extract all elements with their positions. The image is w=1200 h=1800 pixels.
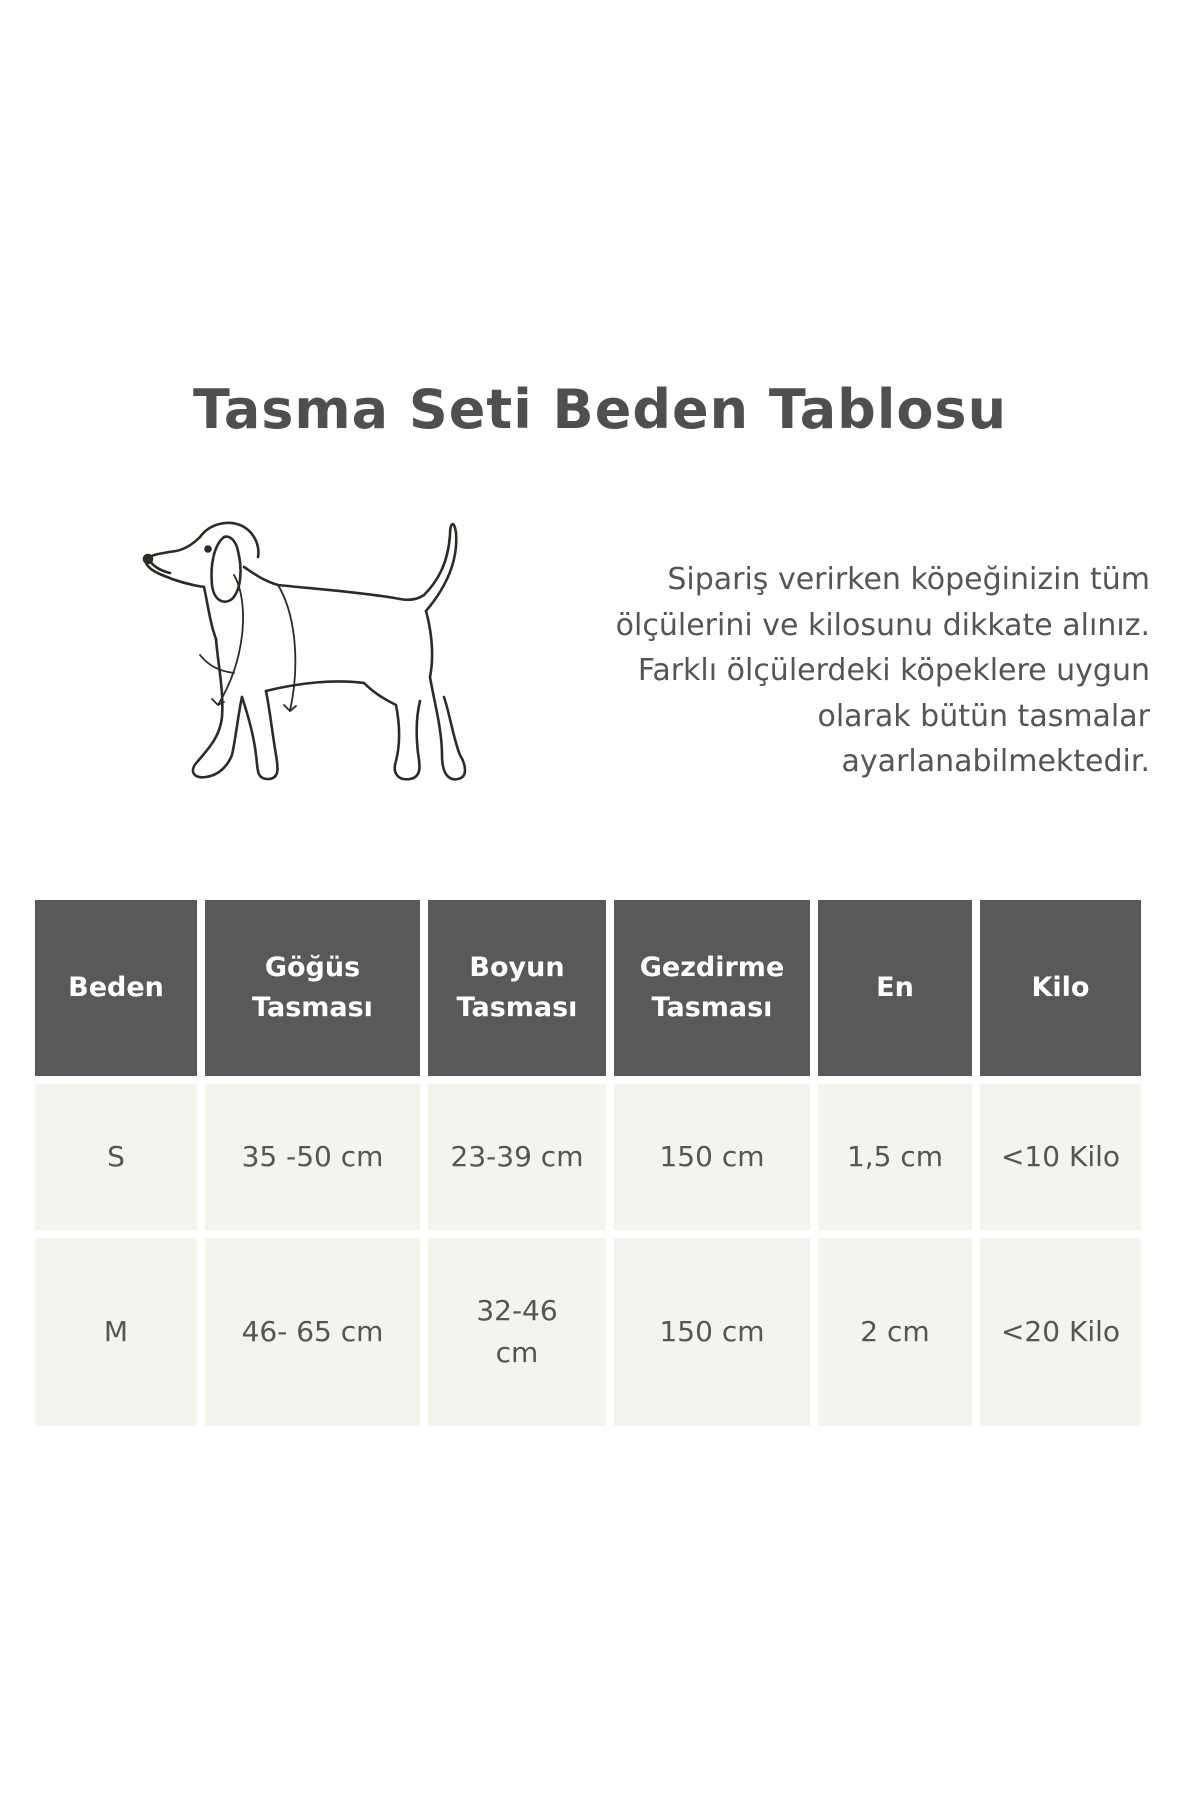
cell-en: 1,5 cm: [818, 1084, 972, 1230]
cell-beden: M: [35, 1238, 197, 1426]
note-line: ayarlanabilmektedir.: [841, 744, 1150, 779]
cell-gogus: 35 -50 cm: [205, 1084, 420, 1230]
header-label: Beden: [68, 972, 164, 1003]
header-boyun-tasmasi: [428, 900, 606, 1076]
header-beden: [35, 900, 197, 1076]
header-label: En: [876, 972, 914, 1003]
note-line: Sipariş verirken köpeğinizin tüm: [667, 562, 1150, 597]
cell-kilo: <20 Kilo: [980, 1238, 1141, 1426]
header-label: Kilo: [1031, 972, 1090, 1003]
cell-text: 23-39 cm: [450, 1140, 584, 1173]
cell-beden: S: [35, 1084, 197, 1230]
note-line: olarak bütün tasmalar: [817, 698, 1150, 734]
size-table: [27, 892, 1149, 1434]
header-label: Tasması: [456, 992, 578, 1023]
order-note: [530, 557, 1150, 785]
cell-kilo: <10 Kilo: [980, 1084, 1141, 1230]
cell-text: cm: [495, 1336, 539, 1369]
dog-measurement-icon: [138, 515, 508, 795]
header-label: Tasması: [651, 992, 773, 1023]
cell-en: 2 cm: [818, 1238, 972, 1426]
cell-boyun: [428, 1238, 606, 1426]
cell-text: 32-46: [476, 1294, 558, 1327]
note-line: ölçülerini ve kilosunu dikkate alınız.: [615, 607, 1150, 643]
table-row: [35, 1084, 1141, 1230]
header-label: Göğüs: [264, 952, 361, 983]
header-kilo: [980, 900, 1141, 1076]
header-en: [818, 900, 972, 1076]
cell-gogus: 46- 65 cm: [205, 1238, 420, 1426]
header-label: Tasması: [252, 992, 373, 1023]
header-label: Gezdirme: [639, 952, 785, 983]
table-row: [35, 1238, 1141, 1426]
table-header-row: [35, 900, 1141, 1076]
cell-gezdirme: 150 cm: [614, 1238, 810, 1426]
header-gezdirme-tasmasi: [614, 900, 810, 1076]
page-title: Tasma Seti Beden Tablosu: [192, 378, 1008, 441]
header-label: Boyun: [469, 952, 565, 983]
cell-boyun: [428, 1084, 606, 1230]
header-gogus-tasmasi: [205, 900, 420, 1076]
note-line: Farklı ölçülerdeki köpeklere uygun: [637, 653, 1150, 688]
cell-gezdirme: 150 cm: [614, 1084, 810, 1230]
